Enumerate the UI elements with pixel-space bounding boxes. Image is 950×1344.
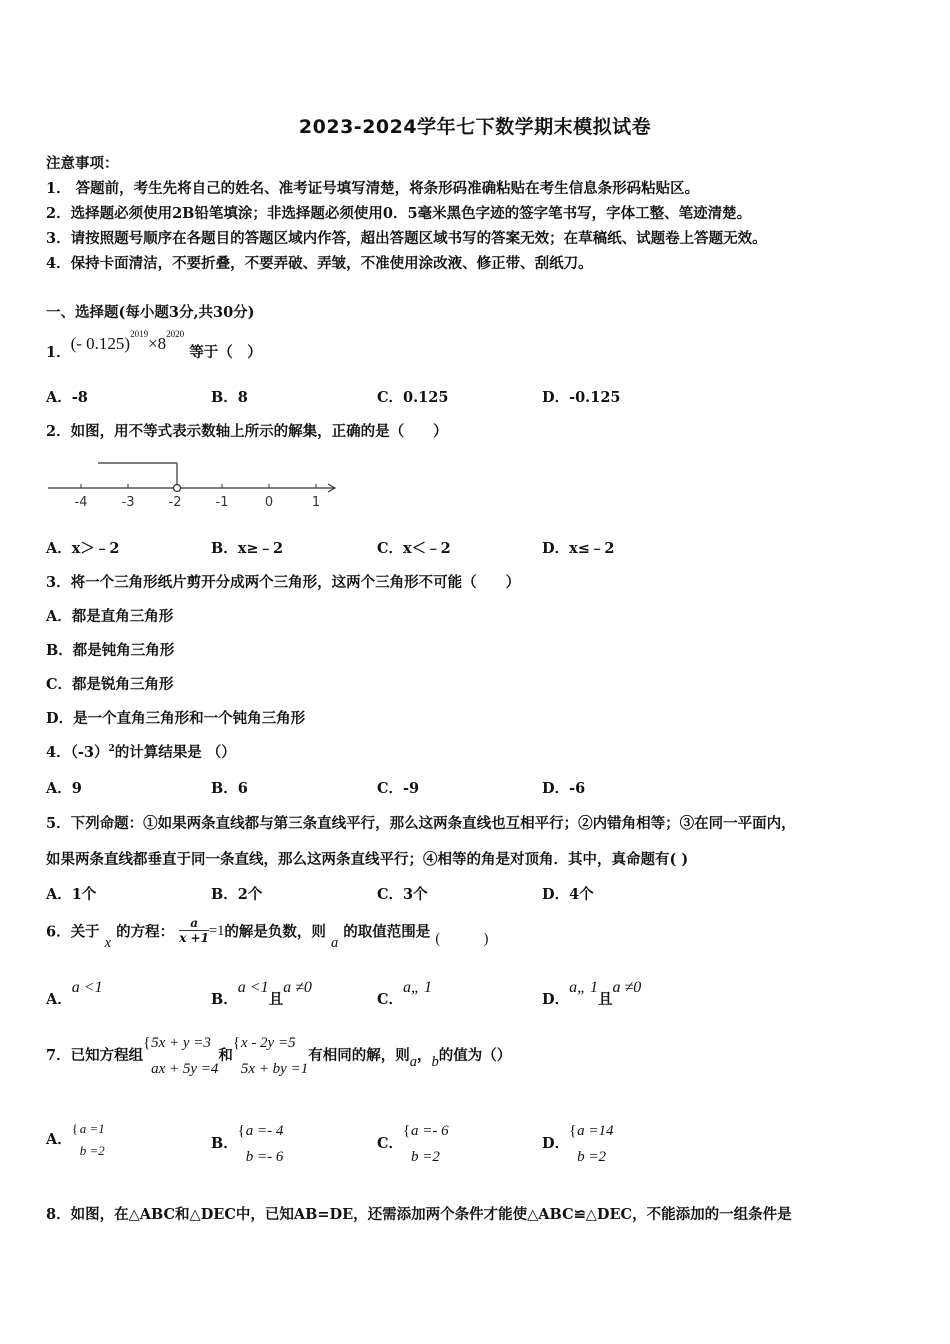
q2-option-d[interactable]: D．x≤﹣2 bbox=[542, 540, 615, 557]
q6-a-label: A． bbox=[46, 991, 72, 1008]
question-1-number: 1． bbox=[46, 344, 71, 361]
q6-mid1: 的方程： bbox=[116, 923, 175, 941]
q2-option-b[interactable]: B．x≥﹣2 bbox=[211, 540, 284, 557]
q7-b-row1: a =- 4 bbox=[245, 1123, 284, 1139]
q7-b-system bbox=[238, 1118, 284, 1170]
q5-option-a[interactable]: A．1个 bbox=[46, 886, 97, 903]
tick-label: 0 bbox=[264, 495, 274, 510]
q7-d-system bbox=[569, 1118, 613, 1170]
tick-marks bbox=[81, 484, 316, 488]
q6-a-expr: a <1 bbox=[71, 979, 103, 996]
q6-d-label: D． bbox=[542, 991, 570, 1008]
q7-a-label: A． bbox=[46, 1131, 72, 1148]
question-1-base: (- 0.125) bbox=[70, 334, 131, 353]
q7-prefix: 7．已知方程组 bbox=[46, 1047, 144, 1064]
tick-label: -1 bbox=[215, 495, 229, 510]
q4-option-b[interactable]: B．6 bbox=[211, 780, 248, 797]
q4-option-d[interactable]: D．-6 bbox=[542, 780, 586, 797]
q3-option-a[interactable]: A．都是直角三角形 bbox=[46, 608, 174, 625]
brace-icon: { bbox=[403, 1123, 411, 1139]
question-1-tail: 等于（ ） bbox=[189, 344, 262, 361]
q6-b-label: B． bbox=[211, 991, 238, 1008]
question-4-exponent: 2 bbox=[108, 744, 115, 755]
q7-d-label: D． bbox=[542, 1135, 570, 1152]
q6-frac-num: a bbox=[179, 916, 209, 931]
question-1 bbox=[46, 329, 262, 361]
q6-b-expr2: a ≠0 bbox=[283, 979, 312, 996]
q7-sys2-row1: x - 2y =5 bbox=[240, 1035, 296, 1051]
q7-option-a[interactable] bbox=[46, 1118, 105, 1162]
q3-option-c[interactable]: C．都是锐角三角形 bbox=[46, 676, 174, 693]
q7-sys2-row2: 5x + by =1 bbox=[240, 1061, 309, 1077]
brace-icon: { bbox=[232, 1035, 241, 1051]
q1-option-c[interactable]: C．0.125 bbox=[377, 389, 449, 406]
question-1-times: ×8 bbox=[148, 334, 167, 353]
q5-option-b[interactable]: B．2个 bbox=[211, 886, 263, 903]
q7-and: 和 bbox=[218, 1047, 233, 1064]
section-heading: 一、选择题(每小题3分,共30分) bbox=[46, 304, 255, 321]
notice-item-3: 3．请按照题号顺序在各题目的答题区域内作答，超出答题区域书写的答案无效；在草稿纸、试题卷上答题无效。 bbox=[46, 230, 767, 247]
q7-sys1-row1: 5x + y =3 bbox=[151, 1035, 211, 1051]
tick-label: -2 bbox=[168, 495, 182, 510]
q6-mid2: 的解是负数，则 bbox=[224, 923, 326, 941]
q7-var-b: b bbox=[431, 1054, 439, 1070]
q5-option-d[interactable]: D．4个 bbox=[542, 886, 594, 903]
q7-b-row2: b =- 6 bbox=[245, 1149, 284, 1165]
page-title: 2023-2024学年七下数学期末模拟试卷 bbox=[298, 116, 652, 138]
q7-c-row2: b =2 bbox=[411, 1149, 440, 1165]
notice-item-2: 2．选择题必须使用2B铅笔填涂；非选择题必须使用0．5毫米黑色字迹的签字笔书写，字体工整、笔迹清楚。 bbox=[46, 205, 752, 222]
q7-var-a: a bbox=[409, 1054, 417, 1070]
open-circle-marker bbox=[174, 485, 181, 492]
question-4-prefix: 4．（-3） bbox=[46, 744, 109, 761]
question-7 bbox=[46, 1030, 511, 1082]
q6-d-expr1: a„ 1 bbox=[569, 979, 598, 996]
q6-option-a[interactable] bbox=[46, 976, 103, 1008]
q6-b-and: 且 bbox=[268, 991, 284, 1008]
q3-option-d[interactable]: D．是一个直角三角形和一个钝角三角形 bbox=[46, 710, 306, 727]
question-1-exp2: 2020 bbox=[166, 329, 185, 340]
q4-option-c[interactable]: C．-9 bbox=[377, 780, 420, 797]
q7-a-row2: b =2 bbox=[79, 1143, 105, 1158]
tick-label: -4 bbox=[74, 495, 88, 510]
q3-option-b[interactable]: B．都是钝角三角形 bbox=[46, 642, 175, 659]
q2-option-a[interactable]: A．x＞﹣2 bbox=[46, 540, 120, 557]
q4-option-a[interactable]: A．9 bbox=[46, 780, 82, 797]
question-6 bbox=[46, 916, 489, 951]
q7-option-c[interactable] bbox=[377, 1118, 449, 1170]
question-5-line-2: 如果两条直线都垂直于同一条直线，那么这两条直线平行；④相等的角是对顶角．其中，真命题有( ) bbox=[46, 851, 689, 868]
q6-eq: =1 bbox=[208, 922, 225, 939]
q7-d-row2: b =2 bbox=[577, 1149, 606, 1165]
q7-c-label: C． bbox=[377, 1135, 404, 1152]
tick-label: -3 bbox=[121, 495, 135, 510]
q6-option-b[interactable] bbox=[211, 976, 312, 1008]
q7-b-label: B． bbox=[211, 1135, 238, 1152]
q1-option-b[interactable]: B．8 bbox=[211, 389, 248, 406]
q5-option-c[interactable]: C．3个 bbox=[377, 886, 428, 903]
q6-c-expr: a„ 1 bbox=[403, 979, 432, 996]
tick-label: 1 bbox=[311, 495, 321, 510]
q6-d-and: 且 bbox=[597, 991, 613, 1008]
brace-icon: { bbox=[569, 1123, 577, 1139]
q7-system-1 bbox=[143, 1030, 218, 1082]
notice-heading: 注意事项： bbox=[46, 155, 119, 172]
q6-paren: ( ) bbox=[435, 930, 489, 947]
q7-c-row1: a =- 6 bbox=[411, 1123, 449, 1139]
question-3: 3．将一个三角形纸片剪开分成两个三角形，这两个三角形不可能（ ） bbox=[46, 574, 521, 591]
q7-a-system bbox=[72, 1118, 105, 1162]
q2-option-c[interactable]: C．x＜﹣2 bbox=[377, 540, 451, 557]
q6-b-expr1: a <1 bbox=[237, 979, 269, 996]
q6-var-a: a bbox=[330, 934, 339, 951]
q7-system-2 bbox=[233, 1030, 308, 1082]
q6-d-expr2: a ≠0 bbox=[612, 979, 642, 996]
q6-option-c[interactable] bbox=[377, 976, 432, 1008]
q6-prefix: 6．关于 bbox=[46, 923, 100, 941]
q6-c-label: C． bbox=[377, 991, 404, 1008]
q7-tail: 的值为（） bbox=[438, 1047, 512, 1064]
brace-icon: { bbox=[237, 1123, 245, 1139]
q6-tail: 的取值范围是 bbox=[343, 923, 431, 941]
brace-icon: { bbox=[143, 1035, 151, 1051]
number-line-figure bbox=[44, 455, 344, 515]
q7-option-d[interactable] bbox=[542, 1118, 613, 1170]
notice-item-1: 1． 答题前，考生先将自己的姓名、准考证号填写清楚，将条形码准确粘贴在考生信息条形码粘贴区。 bbox=[46, 180, 700, 197]
q7-comma: ， bbox=[416, 1047, 432, 1064]
question-8: 8．如图，在△ABC和△DEC中，已知AB=DE，还需添加两个条件才能使△ABC≌△DEC，不能添加的一组条件是 bbox=[46, 1206, 792, 1223]
question-1-exp1: 2019 bbox=[130, 329, 149, 340]
q7-d-row1: a =14 bbox=[577, 1123, 614, 1139]
question-2: 2．如图，用不等式表示数轴上所示的解集，正确的是（ ） bbox=[46, 423, 448, 440]
q1-option-d[interactable]: D．-0.125 bbox=[542, 389, 621, 406]
brace-icon: { bbox=[71, 1121, 79, 1136]
q6-fraction bbox=[179, 916, 209, 945]
q6-var-x: x bbox=[104, 934, 112, 951]
q7-sys1-row2: ax + 5y =4 bbox=[151, 1061, 219, 1077]
notice-item-4: 4．保持卡面清洁，不要折叠，不要弄破、弄皱，不准使用涂改液、修正带、刮纸刀。 bbox=[46, 255, 593, 272]
question-5-line-1: 5．下列命题：①如果两条直线都与第三条直线平行，那么这两条直线也互相平行；②内错角相等；③在同一平面内， bbox=[46, 815, 796, 832]
q7-a-row1: a =1 bbox=[79, 1121, 105, 1136]
question-4-suffix: 的计算结果是 （） bbox=[114, 744, 236, 761]
q7-c-system bbox=[403, 1118, 449, 1170]
q7-mid: 有相同的解，则 bbox=[308, 1047, 410, 1064]
q6-frac-den: x +1 bbox=[179, 931, 209, 945]
q1-option-a[interactable]: A．-8 bbox=[46, 389, 88, 406]
question-4 bbox=[46, 741, 236, 762]
q6-option-d[interactable] bbox=[542, 976, 642, 1008]
q7-option-b[interactable] bbox=[211, 1118, 283, 1170]
